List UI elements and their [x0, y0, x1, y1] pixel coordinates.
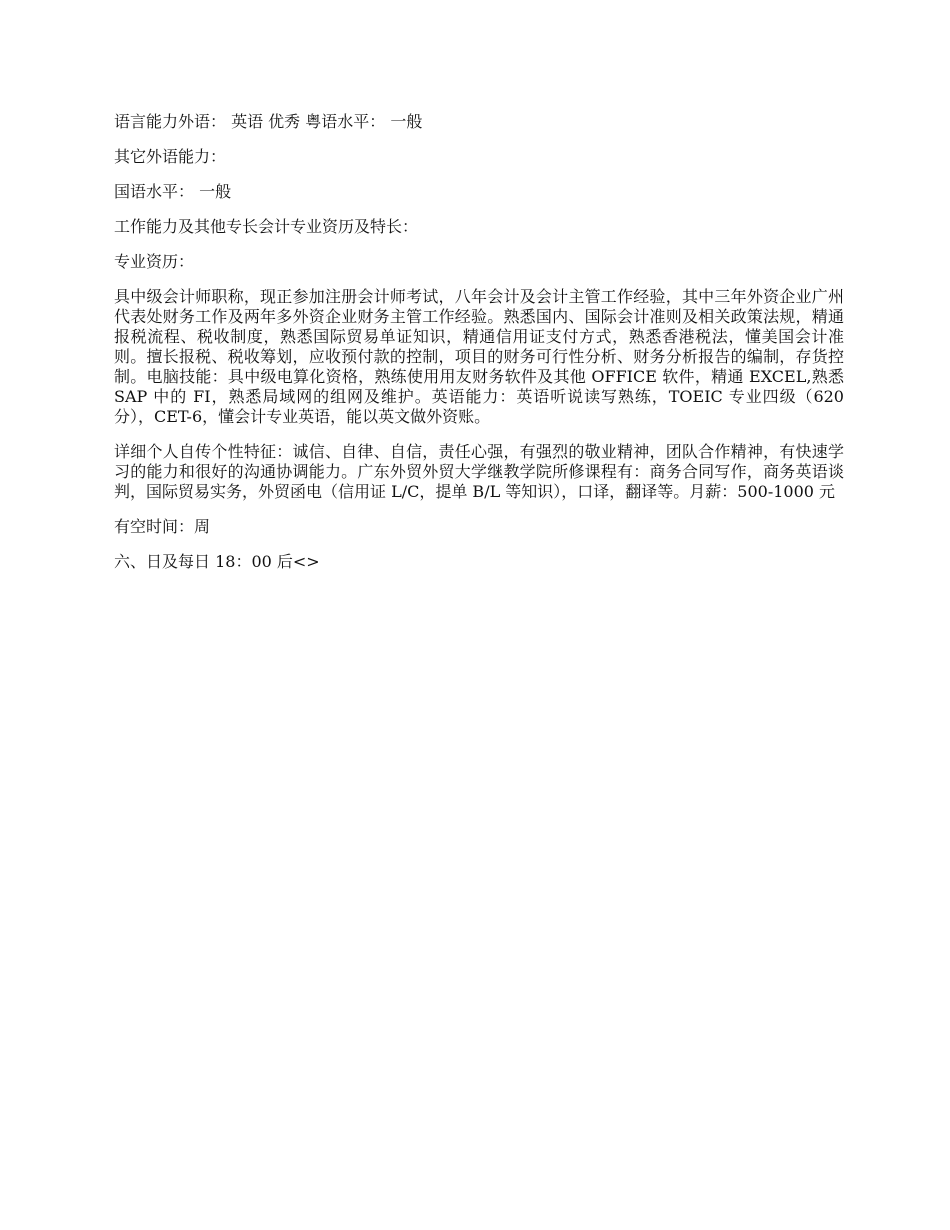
- availability-line: 有空时间：周: [114, 517, 211, 536]
- availability-time-line: 六、日及每日 18：00 后<>: [114, 552, 320, 571]
- qualifications-heading: 专业资历：: [114, 252, 195, 271]
- other-languages-line: 其它外语能力：: [114, 147, 227, 166]
- work-skills-heading: 工作能力及其他专长会计专业资历及特长：: [114, 217, 419, 236]
- personal-bio-paragraph: 详细个人自传个性特征：诚信、自律、自信，责任心强，有强烈的敬业精神，团队合作精神，有快速学习的能力和很好的沟通协调能力。广东外贸外贸大学继教学院所修课程有：商务合同写作，商务英语谈判，国际贸易实务，外贸函电（信用证 L/C，提单 B/L 等知识），口译，翻译等。月薪：500-1000 元: [114, 442, 844, 501]
- document-body: [114, 112, 844, 587]
- language-ability-line: 语言能力外语： 英语 优秀 粤语水平： 一般: [114, 112, 423, 131]
- qualifications-paragraph: 具中级会计师职称，现正参加注册会计师考试，八年会计及会计主管工作经验，其中三年外资企业广州代表处财务工作及两年多外资企业财务主管工作经验。熟悉国内、国际会计准则及相关政策法规，精通报税流程、税收制度，熟悉国际贸易单证知识，精通信用证支付方式，熟悉香港税法，懂美国会计准则。擅长报税、税收筹划，应收预付款的控制，项目的财务可行性分析、财务分析报告的编制，存货控制。电脑技能：具中级电算化资格，熟练使用用友财务软件及其他 OFFICE 软件，精通 EXCEL,熟悉 SAP 中的 FI，熟悉局域网的组网及维护。英语能力：英语听说读写熟练，TOEIC 专业四级（620 分），CET-6，懂会计专业英语，能以英文做外资账。: [114, 287, 844, 426]
- mandarin-level-line: 国语水平： 一般: [114, 182, 232, 201]
